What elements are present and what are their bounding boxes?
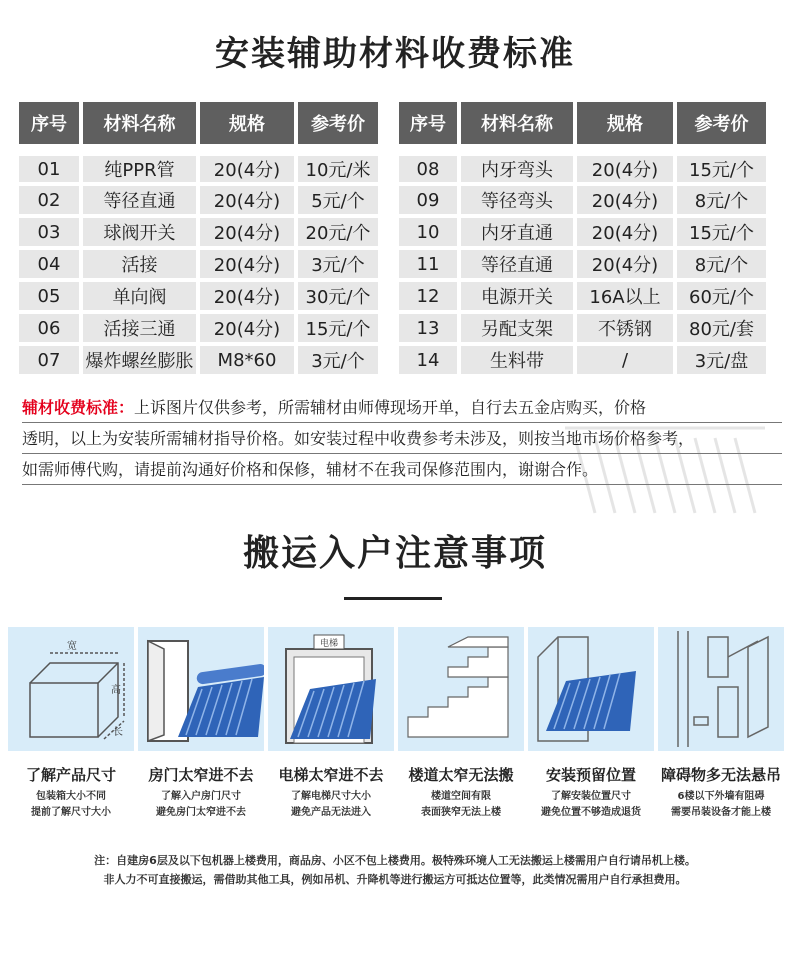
col-header-name: 材料名称	[83, 102, 200, 144]
cell-price: 3元/个	[298, 346, 378, 374]
cell-no: 11	[399, 250, 461, 278]
cell-name: 另配支架	[461, 314, 577, 342]
cell-no: 14	[399, 346, 461, 374]
cell-name: 纯PPR管	[83, 148, 200, 182]
door-icon	[138, 627, 264, 751]
cell-spec: 20(4分)	[200, 282, 298, 310]
cell-spec: 20(4分)	[200, 250, 298, 278]
cell-price: 10元/米	[298, 148, 378, 182]
table-row	[399, 250, 766, 278]
cell-spec: M8*60	[200, 346, 298, 374]
cell-no: 09	[399, 186, 461, 214]
cell-price: 8元/个	[677, 186, 766, 214]
notice-caption: 了解产品尺寸	[25, 766, 116, 784]
cell-no: 01	[19, 148, 83, 182]
cell-price: 15元/个	[677, 218, 766, 246]
cell-no: 08	[399, 148, 461, 182]
elevator-icon	[268, 627, 394, 751]
note-line-2: 透明，以上为安装所需辅材指导价格。如安装过程中收费参考未涉及，则按当地市场价格参考，	[22, 423, 782, 454]
cell-name: 内牙直通	[461, 218, 577, 246]
material-fee-title: 安装辅助材料收费标准	[215, 34, 575, 74]
svg-text:高: 高	[111, 685, 121, 696]
table-row	[19, 218, 378, 246]
col-header-price: 参考价	[298, 102, 378, 144]
cell-name: 电源开关	[461, 282, 577, 310]
cell-spec: 20(4分)	[577, 250, 677, 278]
note-line-3: 如需师傅代购，请提前沟通好价格和保修，辅材不在我司保修范围内，谢谢合作。	[22, 454, 782, 485]
crane-hoist-icon	[658, 627, 784, 751]
notice-illustrations	[8, 627, 782, 751]
cell-no: 10	[399, 218, 461, 246]
cell-spec: 20(4分)	[200, 148, 298, 182]
cell-no: 03	[19, 218, 83, 246]
cell-name: 活接三通	[83, 314, 200, 342]
cell-price: 80元/套	[677, 314, 766, 342]
cell-price: 20元/个	[298, 218, 378, 246]
table-header-row	[399, 102, 766, 144]
notice-caption: 房门太窄进不去	[148, 766, 254, 784]
table-row	[399, 148, 766, 182]
footnote-line-2: 非人力不可直接搬运，需借助其他工具，例如吊机、升降机等进行搬运方可抵达位置等，此类情况需用户自行承担费用。	[103, 873, 687, 886]
cell-price: 30元/个	[298, 282, 378, 310]
svg-text:长: 长	[113, 727, 123, 738]
cell-price: 8元/个	[677, 250, 766, 278]
notice-subtext: 了解电梯尺寸大小 避免产品无法进入	[291, 791, 371, 818]
notice-subtext: 了解入户房门尺寸 避免房门太窄进不去	[156, 791, 246, 818]
cell-name: 球阀开关	[83, 218, 200, 246]
moving-notice-title: 搬运入户注意事项	[242, 533, 547, 574]
cell-spec: 16A以上	[577, 282, 677, 310]
install-space-icon	[528, 627, 654, 751]
title-underline	[344, 597, 442, 600]
col-header-no: 序号	[399, 102, 461, 144]
cell-spec: 20(4分)	[200, 218, 298, 246]
col-header-spec: 规格	[577, 102, 677, 144]
cell-spec: 20(4分)	[577, 218, 677, 246]
cell-name: 单向阀	[83, 282, 200, 310]
material-table-left	[19, 98, 378, 378]
note-line-1: 辅材收费标准：上诉图片仅供参考，所需辅材由师傅现场开单，自行去五金店购买，价格	[22, 392, 782, 423]
cell-spec: 不锈钢	[577, 314, 677, 342]
table-row	[19, 250, 378, 278]
cell-price: 5元/个	[298, 186, 378, 214]
panel-elevator	[268, 627, 394, 751]
table-header-row	[19, 102, 378, 144]
fee-note	[22, 392, 782, 485]
cell-price: 15元/个	[298, 314, 378, 342]
cell-name: 等径弯头	[461, 186, 577, 214]
cell-spec: 20(4分)	[577, 186, 677, 214]
cell-no: 07	[19, 346, 83, 374]
panel-crane-hoist	[658, 627, 784, 751]
cell-price: 15元/个	[677, 148, 766, 182]
notice-subtext: 包装箱大小不同 提前了解尺寸大小	[31, 791, 111, 818]
cell-name: 生料带	[461, 346, 577, 374]
table-row	[399, 346, 766, 374]
cell-spec: 20(4分)	[200, 314, 298, 342]
cell-name: 活接	[83, 250, 200, 278]
notice-caption: 楼道太窄无法搬	[408, 766, 514, 784]
cell-price: 3元/个	[298, 250, 378, 278]
notice-caption: 障碍物多无法悬吊	[660, 766, 781, 784]
cell-name: 等径直通	[461, 250, 577, 278]
notice-caption: 电梯太窄进不去	[278, 766, 384, 784]
table-row	[399, 218, 766, 246]
table-row	[19, 346, 378, 374]
cell-no: 02	[19, 186, 83, 214]
cell-no: 06	[19, 314, 83, 342]
cell-no: 12	[399, 282, 461, 310]
notice-subtext: 了解安装位置尺寸 避免位置不够造成退货	[541, 791, 641, 818]
cell-name: 内牙弯头	[461, 148, 577, 182]
material-table-right	[399, 98, 766, 378]
panel-product-size	[8, 627, 134, 751]
col-header-name: 材料名称	[461, 102, 577, 144]
panel-door	[138, 627, 264, 751]
cell-name: 爆炸螺丝膨胀	[83, 346, 200, 374]
box-dimension-icon	[8, 627, 134, 751]
cell-spec: /	[577, 346, 677, 374]
cell-spec: 20(4分)	[577, 148, 677, 182]
footnote-line-1: 注：自建房6层及以下包机器上楼费用，商品房、小区不包上楼费用。极特殊环境人工无法搬运上楼需用户自行请吊机上楼。	[94, 854, 696, 867]
cell-no: 05	[19, 282, 83, 310]
col-header-spec: 规格	[200, 102, 298, 144]
col-header-price: 参考价	[677, 102, 766, 144]
table-row	[19, 314, 378, 342]
table-row	[399, 186, 766, 214]
cell-spec: 20(4分)	[200, 186, 298, 214]
col-header-no: 序号	[19, 102, 83, 144]
cell-name: 等径直通	[83, 186, 200, 214]
table-row	[399, 314, 766, 342]
notice-subtext: 楼道空间有限 表面狭窄无法上楼	[421, 791, 501, 818]
cell-no: 13	[399, 314, 461, 342]
note-label: 辅材收费标准：	[22, 398, 135, 417]
svg-text:电梯: 电梯	[319, 639, 339, 649]
svg-text:宽: 宽	[67, 641, 77, 652]
panel-install-space	[528, 627, 654, 751]
notice-subtext: 6楼以下外墙有阻碍 需要吊装设备才能上楼	[671, 791, 771, 818]
cell-price: 60元/个	[677, 282, 766, 310]
staircase-icon	[398, 627, 524, 751]
panel-staircase	[398, 627, 524, 751]
table-row	[19, 186, 378, 214]
table-row	[399, 282, 766, 310]
table-row	[19, 148, 378, 182]
notice-caption: 安装预留位置	[545, 766, 636, 784]
cell-no: 04	[19, 250, 83, 278]
cell-price: 3元/盘	[677, 346, 766, 374]
table-row	[19, 282, 378, 310]
